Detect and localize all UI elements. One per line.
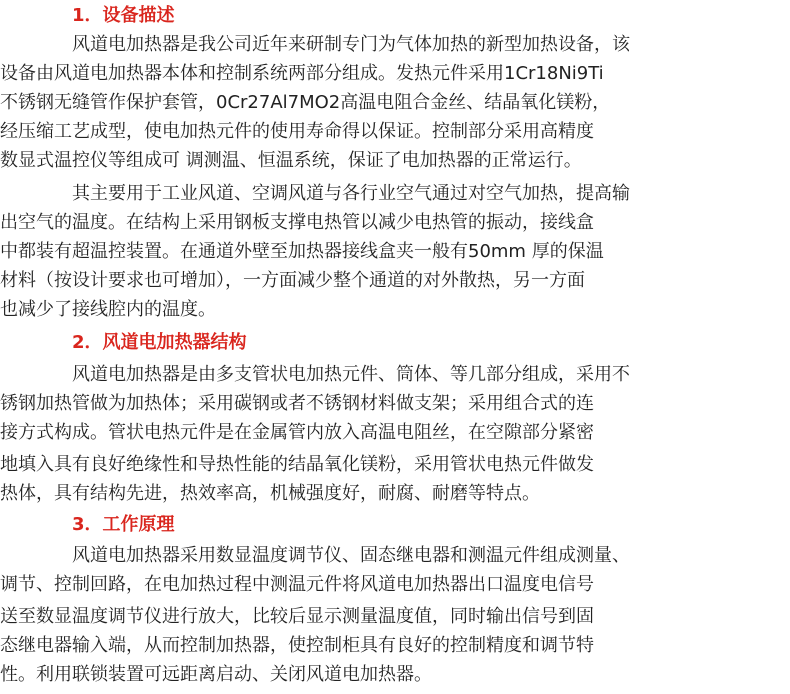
section-3-paragraph-line: 调节、控制回路，在电加热过程中测温元件将风道电加热器出口温度电信号 [0,574,594,595]
section-3-paragraph-line: 态继电器输入端，从而控制加热器，使控制柜具有良好的控制精度和调节特 [0,635,594,656]
section-2-paragraph-line: 热体，具有结构先进，热效率高，机械强度好，耐腐、耐磨等特点。 [0,483,540,504]
section-3-paragraph-line: 风道电加热器采用数显温度调节仪、固态继电器和测温元件组成测量、 [72,545,630,566]
section-1-paragraph-line: 数显式温控仪等组成可 调测温、恒温系统，保证了电加热器的正常运行。 [0,150,582,171]
section-1-heading: 1．设备描述 [72,5,175,26]
section-1-paragraph-line: 也减少了接线腔内的温度。 [0,299,216,320]
section-2-paragraph-line: 地填入具有良好绝缘性和导热性能的结晶氧化镁粉，采用管状电热元件做发 [0,454,594,475]
section-2-paragraph-line: 接方式构成。管状电热元件是在金属管内放入高温电阻丝，在空隙部分紧密 [0,422,594,443]
section-3-paragraph-line: 性。利用联锁装置可远距离启动、关闭风道电加热器。 [0,664,432,685]
section-1-paragraph-line: 出空气的温度。在结构上采用钢板支撑电热管以减少电热管的振动，接线盒 [0,212,594,233]
section-1-paragraph-line: 材料（按设计要求也可增加），一方面减少整个通道的对外散热，另一方面 [0,270,585,291]
section-1-paragraph-line: 经压缩工艺成型，使电加热元件的使用寿命得以保证。控制部分采用高精度 [0,121,594,142]
section-1-paragraph-line: 设备由风道电加热器本体和控制系统两部分组成。发热元件采用1Cr18Ni9Ti [0,63,604,84]
section-1-paragraph-line: 中都装有超温控装置。在通道外壁至加热器接线盒夹一般有50mm 厚的保温 [0,241,604,262]
section-1-paragraph-line: 其主要用于工业风道、空调风道与各行业空气通过对空气加热，提高输 [72,183,630,204]
section-2-heading: 2．风道电加热器结构 [72,332,247,353]
section-3-heading: 3．工作原理 [72,514,175,535]
section-3-paragraph-line: 送至数显温度调节仪进行放大，比较后显示测量温度值，同时输出信号到固 [0,606,594,627]
section-1-paragraph-line: 不锈钢无缝管作保护套管，0Cr27Al7MO2高温电阻合金丝、结晶氧化镁粉， [0,92,611,113]
section-2-paragraph-line: 风道电加热器是由多支管状电加热元件、筒体、等几部分组成，采用不 [72,364,630,385]
section-2-paragraph-line: 锈钢加热管做为加热体；采用碳钢或者不锈钢材料做支架；采用组合式的连 [0,393,594,414]
section-1-paragraph-line: 风道电加热器是我公司近年来研制专门为气体加热的新型加热设备，该 [72,34,630,55]
